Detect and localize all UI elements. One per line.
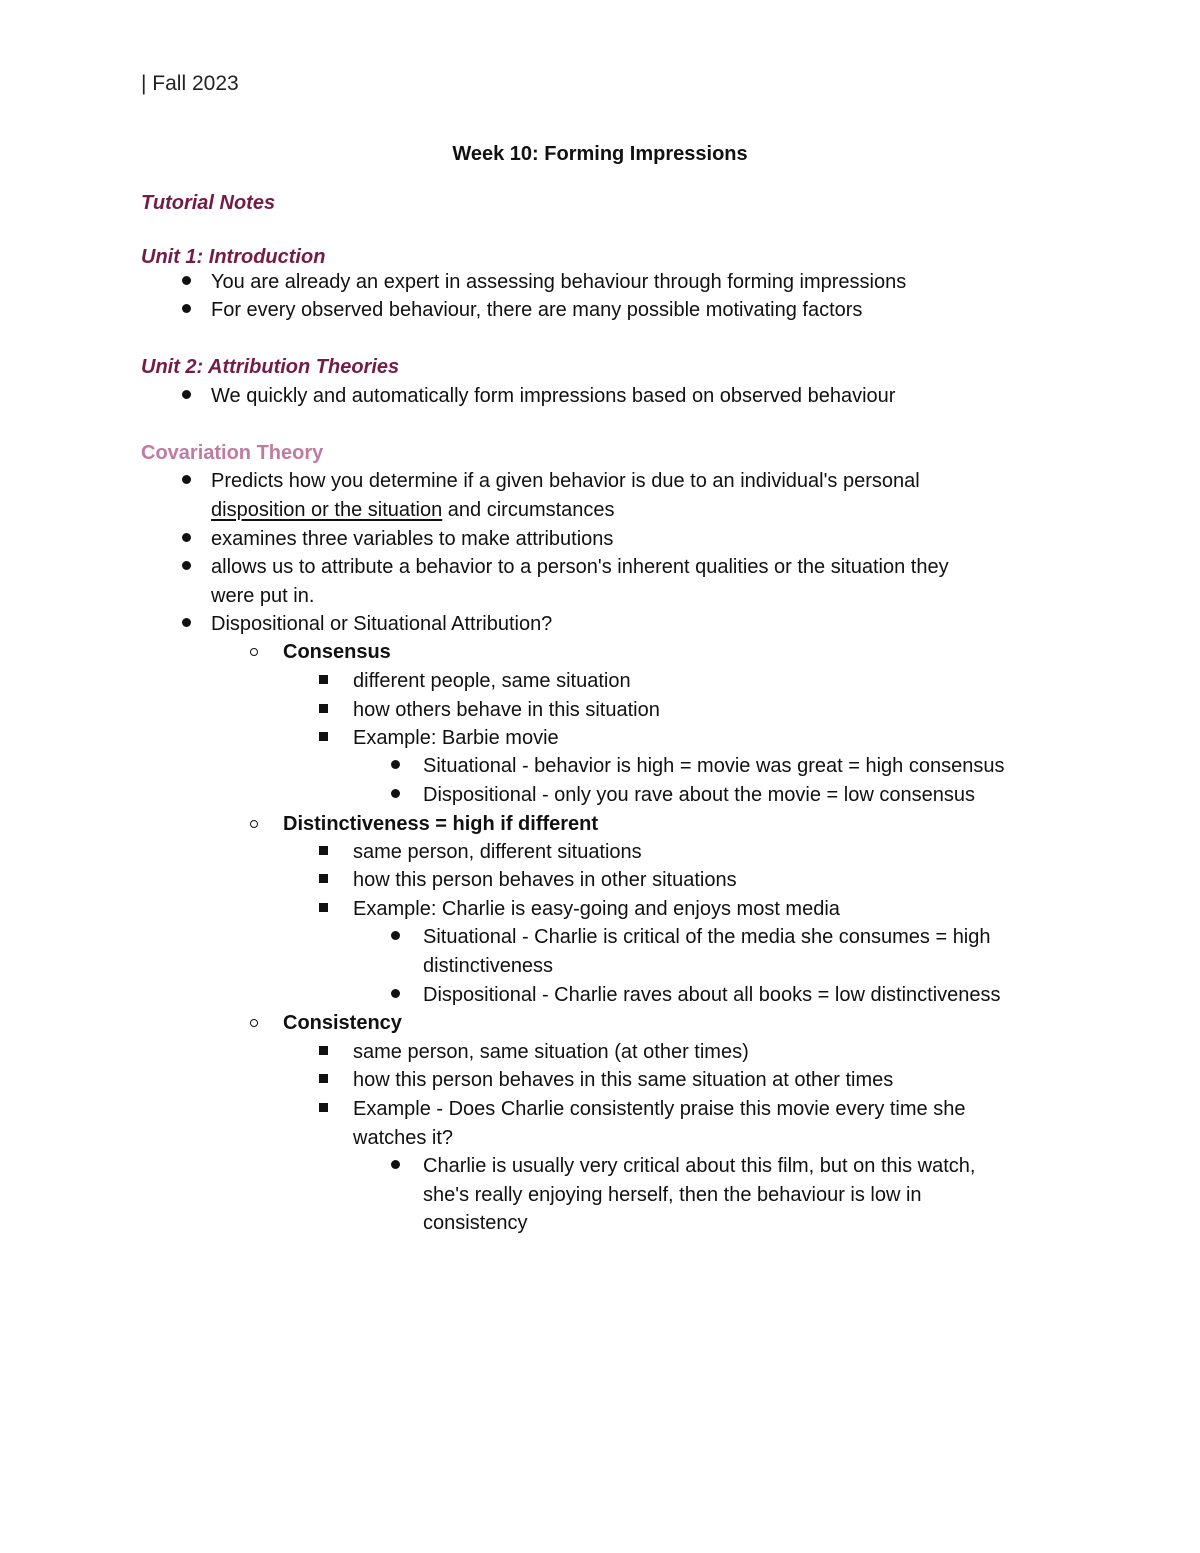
list-item: [385, 1152, 1063, 1238]
list-item: [176, 525, 1041, 554]
list-item: [385, 923, 1063, 980]
unit1-heading: Unit 1: Introduction: [141, 246, 326, 268]
item-text-line2: were put in.: [211, 584, 315, 607]
list-item-text: Dispositional or Situational Attribution?: [211, 613, 553, 635]
bullet-icon: [385, 1152, 405, 1181]
bullet-icon: [385, 781, 405, 810]
list-item: [385, 752, 1063, 781]
bullet-icon: [176, 467, 196, 496]
bullet-icon: [176, 296, 196, 325]
square-bullet-icon: [313, 1038, 333, 1067]
square-bullet-icon: [313, 838, 333, 867]
sublist-item-label: Consistency: [283, 1012, 402, 1034]
item-text-tail: and circumstances: [442, 498, 615, 521]
hollow-bullet-icon: [244, 1009, 264, 1038]
list-item-text: how this person behaves in this same situation at other times: [353, 1069, 894, 1091]
square-bullet-icon: [313, 866, 333, 895]
covariation-heading: [141, 440, 323, 466]
list-item: [385, 781, 1063, 810]
list-item: [313, 895, 1053, 924]
sublist-item-consistency: [244, 1009, 1063, 1038]
underlined-text: disposition or the situation: [211, 498, 443, 521]
list-item-text: We quickly and automatically form impressions based on observed behaviour: [211, 385, 896, 407]
list-item: [313, 1038, 1053, 1067]
page-title: Week 10: Forming Impressions: [452, 143, 748, 165]
sublist-item-distinctiveness: [244, 810, 1063, 839]
list-item-text: Dispositional - only you rave about the movie = low consensus: [423, 784, 975, 806]
list-item-text: Dispositional - Charlie raves about all books = low distinctiveness: [423, 984, 1001, 1006]
list-item-text: For every observed behaviour, there are many possible motivating factors: [211, 299, 863, 321]
list-item: [313, 1095, 1053, 1152]
bullet-icon: [385, 752, 405, 781]
item-text-line3: consistency: [423, 1212, 528, 1234]
bullet-icon: [176, 382, 196, 411]
list-item-text: [353, 1095, 1053, 1152]
bullet-icon: [176, 553, 196, 582]
square-bullet-icon: [313, 1095, 333, 1124]
list-item: [176, 467, 1041, 524]
unit2-heading: Unit 2: Attribution Theories: [141, 356, 400, 378]
list-item-text: [211, 553, 1041, 610]
item-text-line2: distinctiveness: [423, 954, 554, 977]
list-item-text: Example: Barbie movie: [353, 727, 559, 749]
list-item-text: [423, 923, 1063, 980]
tutorial-notes-heading: Tutorial Notes: [141, 192, 276, 214]
list-item-text: same person, different situations: [353, 841, 642, 863]
item-text-line2: watches it?: [353, 1126, 454, 1149]
item-text-line1: Predicts how you determine if a given behavior is due to an individual's personal: [211, 470, 920, 492]
square-bullet-icon: [313, 667, 333, 696]
square-bullet-icon: [313, 696, 333, 725]
list-item: [313, 838, 1053, 867]
sublist-item-label: Distinctiveness = high if different: [283, 813, 599, 835]
list-item-text: same person, same situation (at other times): [353, 1041, 749, 1063]
item-text-line1: Charlie is usually very critical about this film, but on this watch,: [423, 1155, 976, 1177]
covariation-heading-text: Covariation Theory: [141, 442, 324, 464]
list-item: [176, 268, 1041, 297]
list-item-text: how this person behaves in other situations: [353, 869, 737, 891]
list-item-text: Example: Charlie is easy-going and enjoys most media: [353, 898, 840, 920]
list-item-text: examines three variables to make attributions: [211, 528, 614, 550]
bullet-icon: [385, 981, 405, 1010]
sublist-item-consensus: [244, 638, 1063, 667]
bullet-icon: [385, 923, 405, 952]
list-item: [313, 667, 1053, 696]
list-item: [176, 382, 1041, 411]
list-item-text: You are already an expert in assessing behaviour through forming impressions: [211, 271, 907, 293]
hollow-bullet-icon: [244, 638, 264, 667]
item-text-line1: Example - Does Charlie consistently praise this movie every time she: [353, 1098, 966, 1120]
list-item-text: [423, 1152, 1063, 1238]
square-bullet-icon: [313, 1066, 333, 1095]
square-bullet-icon: [313, 895, 333, 924]
list-item: [313, 1066, 1053, 1095]
bullet-icon: [176, 610, 196, 639]
item-text-line2: she's really enjoying herself, then the behaviour is low in: [423, 1183, 922, 1206]
sublist-item-label: Consensus: [283, 641, 391, 663]
square-bullet-icon: [313, 724, 333, 753]
list-item: [313, 866, 1053, 895]
list-item-text: Situational - behavior is high = movie was great = high consensus: [423, 755, 1005, 777]
list-item-text: different people, same situation: [353, 670, 631, 692]
list-item: [176, 296, 1041, 325]
bullet-icon: [176, 525, 196, 554]
hollow-bullet-icon: [244, 810, 264, 839]
item-text-line1: Situational - Charlie is critical of the media she consumes = high: [423, 926, 991, 948]
item-text-line1: allows us to attribute a behavior to a person's inherent qualities or the situation they: [211, 556, 949, 578]
list-item: [176, 553, 1041, 610]
list-item: [385, 981, 1063, 1010]
list-item: [176, 610, 1041, 639]
page-header: | Fall 2023: [141, 72, 239, 95]
list-item: [313, 724, 1053, 753]
list-item-text: [211, 467, 1041, 524]
list-item: [313, 696, 1053, 725]
bullet-icon: [176, 268, 196, 297]
list-item-text: how others behave in this situation: [353, 699, 660, 721]
